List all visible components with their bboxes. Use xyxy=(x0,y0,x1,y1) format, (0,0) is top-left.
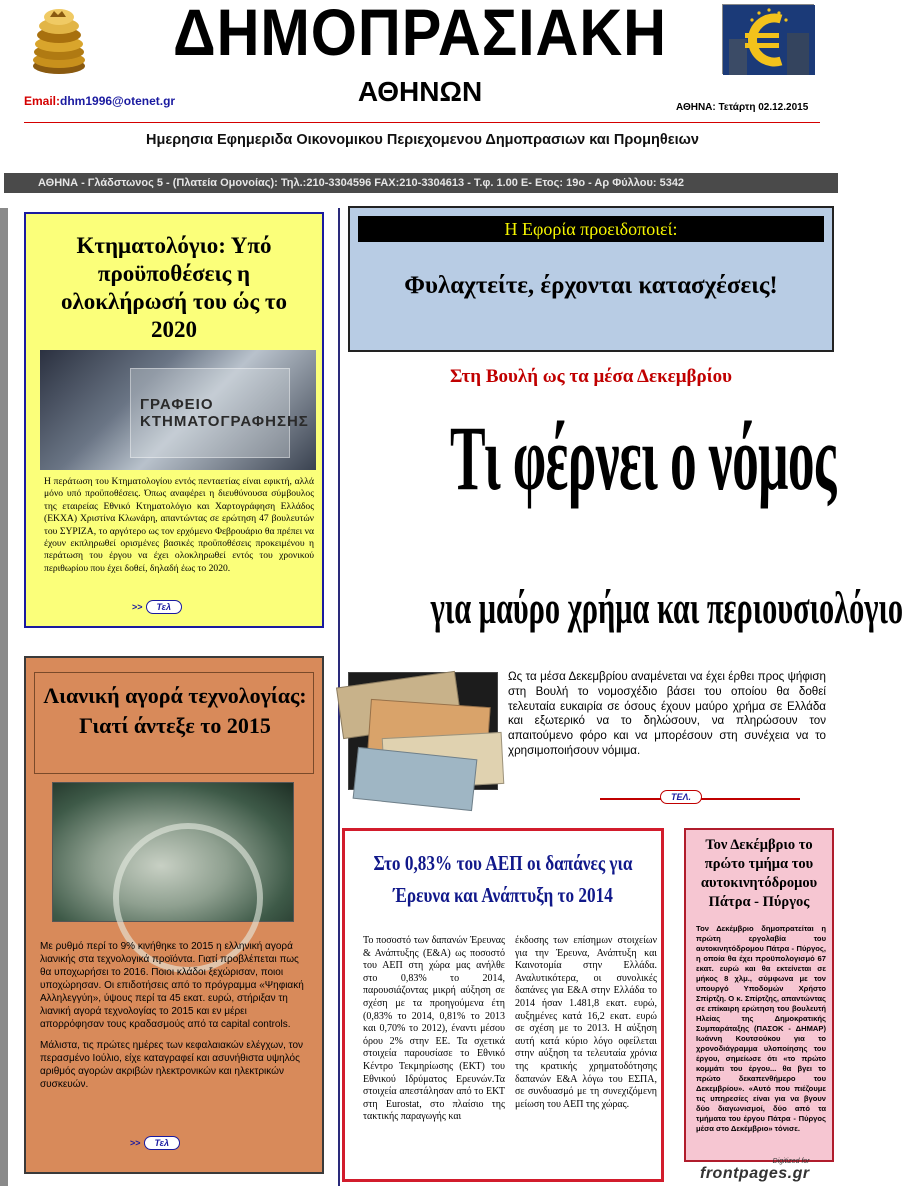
cadastre-article xyxy=(24,212,324,628)
motorway-headline[interactable]: Τον Δεκέμβριο το πρώτο τμήμα του αυτοκινητόδρομου Πάτρα - Πύργος xyxy=(700,837,818,910)
tax-headline[interactable]: Φυλαχτείτε, έρχονται κατασχέσεις! xyxy=(404,272,778,299)
retail-more-label: Τελ xyxy=(144,1136,180,1150)
newspaper-name: ΔΗΜΟΠΡΑΣΙΑΚΗ xyxy=(173,0,667,69)
masthead-divider xyxy=(24,122,820,123)
motorway-article xyxy=(684,828,834,1162)
left-rail xyxy=(0,208,8,1186)
more-arrow-icon: >> xyxy=(132,602,143,612)
retail-photo xyxy=(52,782,294,922)
retail-tech-article xyxy=(24,656,324,1174)
cadastre-body: Η περάτωση του Κτηματολογίου εντός πενταετίας είναι εφικτή, αλλά μόνο υπό προϋποθέσεις. Όπως αναφέρει η διευθύνουσα σύμβουλος της εταιρείας Εθνικό Κτηματολόγιο και Χαρτογράφηση Ελλάδος (ΕΚΧΑ) Χριστίνα Κλωνάρη, απαντώντας σε ερώτηση 47 βουλευτών του ΣΥΡΙΖΑ, το αργότερο ως τον ερχόμενο Φεβρουάριο θα πρέπει να έχουν εκπληρωθεί ορισμένες βασικές προϋποθέσεις προκειμένου η περάτωση του έργου να έχει ολοκληρωθεί εντός του χρονικού περιθωρίου που έχει δοθεί, δηλαδή έως το 2020. xyxy=(44,476,314,574)
office-sign-text: ΓΡΑΦΕΙΟ ΚΤΗΜΑΤΟΓΡΑΦΗΣΗΣ xyxy=(140,396,309,430)
euro-sign-icon xyxy=(723,5,815,75)
retail-body xyxy=(40,940,312,1099)
banknote xyxy=(353,747,478,811)
retail-title-frame xyxy=(34,672,314,774)
retail-headline[interactable]: Λιανική αγορά τεχνολογίας: Γιατί άντεξε το 2015 xyxy=(43,683,307,738)
rd-article xyxy=(342,828,664,1182)
cadastre-more-link[interactable] xyxy=(132,600,182,614)
watermark-small: Digitized for xyxy=(772,1158,810,1165)
euro-logo xyxy=(722,4,814,74)
newspaper-tagline: Ημερησια Εφημεριδα Οικονομικου Περιεχομενου Δημοπρασιων και Προμηθειων xyxy=(146,132,699,148)
law-more-link[interactable] xyxy=(660,790,702,804)
masthead xyxy=(0,0,845,200)
money-photo xyxy=(348,672,498,790)
law-subheadline: για μαύρο χρήμα και περιουσιολόγιο xyxy=(430,582,903,633)
law-kicker: Στη Βουλή ως τα μέσα Δεκεμβρίου xyxy=(450,366,732,387)
address-info-bar: ΑΘΗΝΑ - Γλάδστωνος 5 - (Πλατεία Ομονοίας): Τηλ.:210-3304596 FAX:210-3304613 - Τ.φ. 1.00 Ε- Ετος: 19ο - Αρ Φύλλου: 5342 xyxy=(4,173,838,193)
cadastre-photo xyxy=(40,350,316,470)
newspaper-city: ΑΘΗΝΩΝ xyxy=(357,76,483,107)
retail-paragraph-1: Με ρυθμό περί το 9% κινήθηκε το 2015 η ελληνική αγορά λιανικής στα τεχνολογικά προϊόντα. Γιατί προβλέπεται πως θα υποχωρήσει το 2016. Ποιοι κλάδοι ξεχώρισαν, ποιοι υποχώρησαν. Οι επιδοτήσεις από το πρόγραμμα «Ψηφιακή Αλληλεγγύη», ύψους περί τα 45 εκατ. ευρώ, στήριξαν τη λιανική αγορά τεχνολογίας το 2015 και εν μέρει απορρόφησαν τους κραδασμούς από τα capital controls. xyxy=(40,941,304,1030)
law-body: Ως τα μέσα Δεκεμβρίου αναμένεται να έχει έρθει προς ψήφιση στη Βουλή το νομοσχέδιο βάσει του οποίου θα δοθεί τελευταία ευκαιρία σε όσους έχουν μαύρο χρήμα σε Ελλάδα και εξωτερικό να το δηλώσουν, να πληρώσουν τον απαιτούμενο φόρο και να μπορέσουν στη συνέχεια να το χρησιμοποιήσουν νόμιμα. xyxy=(508,670,826,757)
issue-date: ΑΘΗΝΑ: Τετάρτη 02.12.2015 xyxy=(676,102,809,113)
email-address[interactable]: dhm1996@otenet.gr xyxy=(60,94,176,108)
retail-more-link[interactable] xyxy=(130,1136,180,1150)
law-more-label: ΤΕΛ. xyxy=(660,790,702,804)
retail-paragraph-2: Μάλιστα, τις πρώτες ημέρες των κεφαλαιακών ελέγχων, τον περασμένο Ιούλιο, είχε καταγραφεί και ασυνήθιστα υψηλός αριθμός αγορών ακριβών ηλεκτρονικών και ηλεκτρικών συσκευών. xyxy=(40,1040,304,1090)
watermark-site: frontpages.gr xyxy=(700,1165,810,1182)
cadastre-more-label: Τελ xyxy=(146,600,182,614)
watermark xyxy=(700,1158,810,1183)
coins-logo xyxy=(30,4,88,76)
tax-kicker: Η Εφορία προειδοποιεί: xyxy=(358,216,824,242)
motorway-body: Τον Δεκέμβριο δημοπρατείται η πρώτη εργολαβία του αυτοκινητόδρομου Πάτρα - Πύργος, η οποία θα έχει προϋπολογισμό 67 εκατ. ευρώ και θα εκτείνεται σε μήκος 8 χλμ., σύμφωνα με τον υπουργό Υποδομών Χρήστο Σπίρτζη. Ο κ. Σπίρτζης, απαντώντας σε επίκαιρη ερώτηση του βουλευτή Ηλείας της Δημοκρατικής Συμπαράταξης (ΠΑΣΟΚ - ΔΗΜΑΡ) Ιωάννη Κουτσούκου για το χρονοδιάγραμμα υλοποίησης του έργου, σημείωσε ότι «το πρώτο κομμάτι του έργου... θα βγει το πρώτο δεκαπενθήμερο του Δεκεμβρίου». «Αυτό που πιέζουμε τις υπηρεσίες είναι για να βγουν δύο διαγωνισμοί, δύο από τα τμήματα του έργου Πάτρα - Πύργος μέσα στο Δεκέμβριο» τόνισε. xyxy=(696,924,826,1133)
cadastre-headline[interactable]: Κτηματολόγιο: Υπό προϋποθέσεις η ολοκλήρωσή του ώς το 2020 xyxy=(60,233,288,342)
rd-column-2: έκδοσης των επίσημων στοιχείων για την Έρευνα, Ανάπτυξη και Καινοτομία στην Ελλάδα. Αναλυτικότερα, οι συνολικές δαπάνες για Ε&Α στην Ελλάδα το 2014 ήσαν 1.481,8 εκατ. ευρώ, αυξημένες κατά 16,2 εκατ. ευρώ σε σχέση με το 2013. Η αύξηση αυτή κατά κύριο λόγο οφείλεται στην αύξηση τα τελευταία χρόνια της κρατικής χρηματοδότησης δαπανών Ε&Α λόγω του ΕΣΠΑ, σε συνδυασμό με τη συνεχιζόμενη μείωση του ΑΕΠ της χώρας. xyxy=(515,935,657,1110)
email-line xyxy=(24,94,175,108)
more-arrow-icon: >> xyxy=(130,1138,141,1148)
tax-article xyxy=(348,206,834,352)
rd-headline[interactable]: Στο 0,83% του ΑΕΠ οι δαπάνες για Έρευνα και Ανάπτυξη το 2014 xyxy=(373,851,633,907)
law-headline[interactable]: Τι φέρνει ο νόμος xyxy=(450,407,836,509)
email-label: Email: xyxy=(24,94,61,108)
rd-column-1: Το ποσοστό των δαπανών Έρευνας & Ανάπτυξης (Ε&Α) ως ποσοστό του ΑΕΠ στη χώρα μας ανήλθε στο 0,83% το 2014, παρουσιάζοντας μικρή αύξηση σε σχέση με τα προηγούμενα έτη (0,83% το 2014, 0,81% το 2013 και 0,70% το 2012), έναντι μέσου όρου 2% στην ΕΕ. Τα σχετικά στοιχεία παρουσίασε το Εθνικό Κέντρο Τεκμηρίωσης (ΕΚΤ) του Εθνικού Ιδρύματος Ερευνών.Τα στοιχεία απεστάλησαν από το ΕΚΤ στη Eurostat, στο πλαίσιο της τακτικής παραγωγής και xyxy=(363,935,505,1123)
